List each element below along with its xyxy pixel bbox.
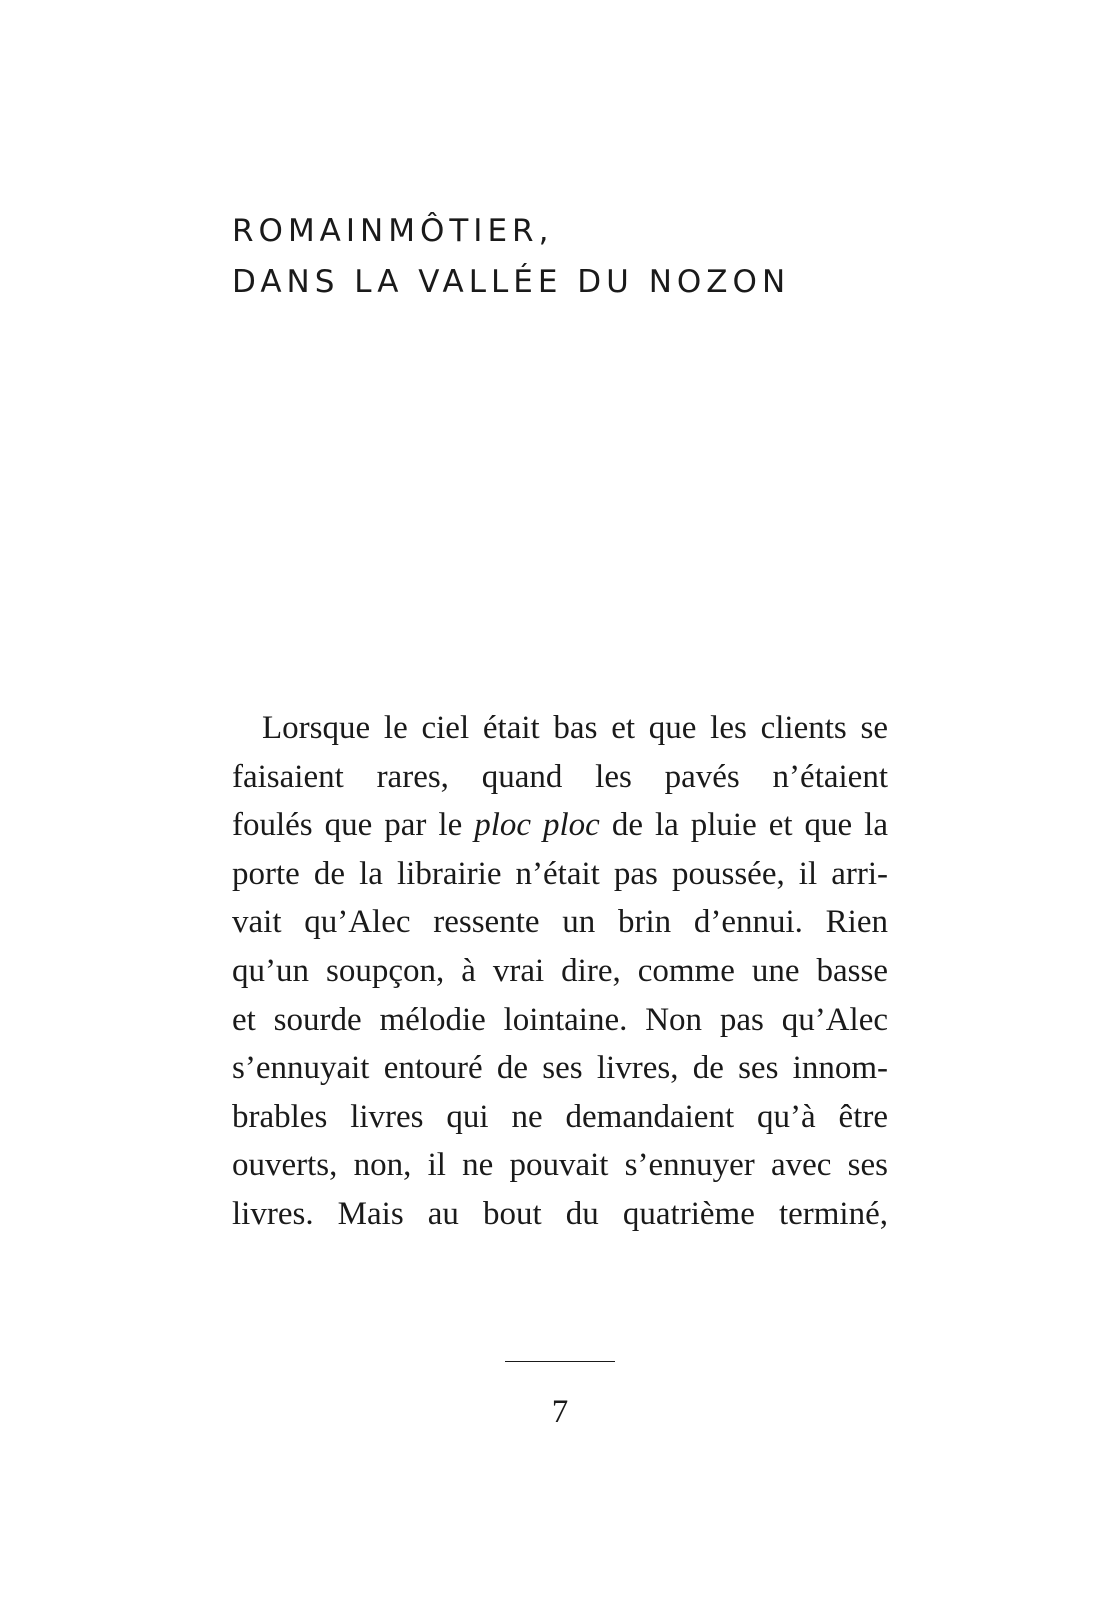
- body-line-6: qu’un soupçon, à vrai dire, comme une basse: [232, 952, 888, 989]
- body-line-9: brables livres qui ne demandaient qu’à être: [232, 1098, 888, 1135]
- body-paragraph: [232, 704, 888, 1239]
- body-line-1: Lorsque le ciel était bas et que les clients se: [262, 710, 888, 746]
- body-line-4: porte de la librairie n’était pas poussée, il arri-: [232, 855, 888, 892]
- chapter-title-line-1: ROMAINMÔTIER,: [232, 213, 554, 249]
- body-line-11: livres. Mais au bout du quatrième terminé,: [232, 1195, 888, 1232]
- body-line-8: s’ennuyait entouré de ses livres, de ses innom-: [232, 1050, 888, 1087]
- onomatopoeia-italic: ploc ploc: [474, 807, 600, 844]
- body-line-3: [232, 801, 888, 850]
- page-number: 7: [551, 1394, 569, 1430]
- body-line-3-end: de la pluie et que la: [599, 807, 888, 844]
- body-line-2: faisaient rares, quand les pavés n’étaient: [232, 758, 888, 795]
- body-line-7: et sourde mélodie lointaine. Non pas qu’Alec: [232, 1001, 888, 1038]
- chapter-title: [232, 206, 790, 308]
- body-line-5: vait qu’Alec ressente un brin d’ennui. Rien: [232, 904, 888, 941]
- body-line-10: ouverts, non, il ne pouvait s’ennuyer avec ses: [232, 1147, 888, 1184]
- body-line-3-start: foulés que par le: [232, 807, 475, 844]
- footer-divider: [505, 1361, 615, 1362]
- chapter-title-line-2: DANS LA VALLÉE DU NOZON: [232, 264, 791, 300]
